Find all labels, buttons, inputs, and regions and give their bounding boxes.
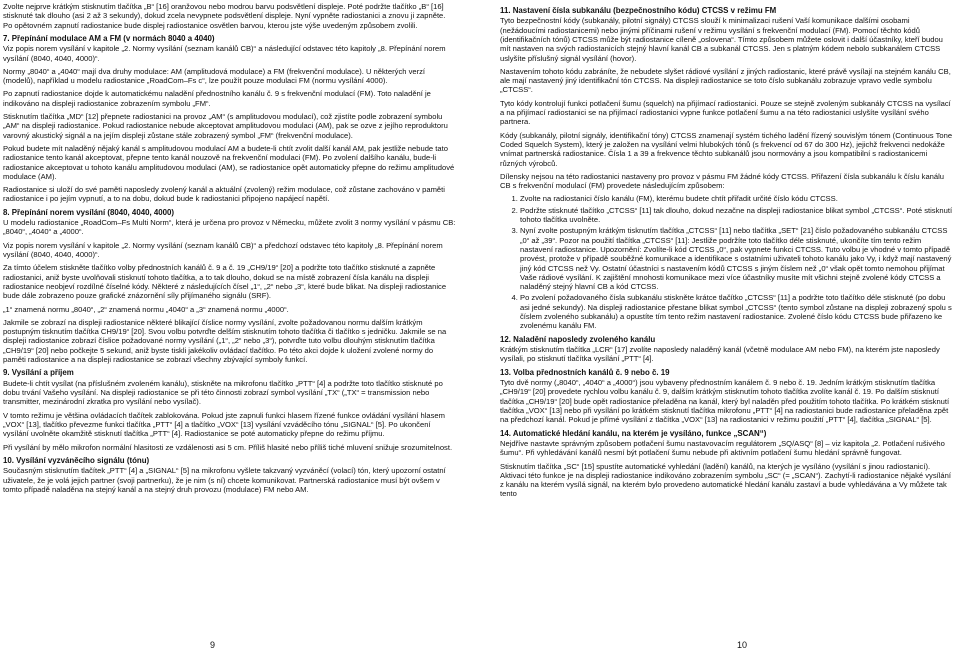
paragraph: Nastavením tohoto kódu zabráníte, že nebudete slyšet rádiové vysílání z jiných radiostanic, které právě vysílají na stejném kanálu CB, ale mají nastavený jiný identifikační tón CTCSS. Na displeji radiostanice se toto číslo subkanálu zobrazuje vpravo vedle symbolu „CTCSS“. [500,66,951,95]
paragraph: Za tímto účelem stiskněte tlačítko volby přednostních kanálů č. 9 a č. 19 „CH9/19“ [20] a podržte toto tlačítko stisknuté a zapněte radiostanici, aniž byste uvolňovali stisknutí tohoto tlačítka, a to tak dlouho, dokud se na místě zobrazení čísla kanálu na displeji radiostanice neobjeví rozdílné číselné kódy. Některé z následujících čísel „1“, „2“ nebo „3“, které bude blikat. Na displeji radiostanice bude dále zobrazeno pouze grafické znázornění síly přijímaného signálu (SRF). [3,263,447,301]
paragraph: Stisknutím tlačítka „MD“ [12] přepnete radiostanici na provoz „AM“ (s amplitudovou modulací), což zjistíte podle zobrazení symbolu „AM“ na displeji radiostanice. Pokud radiostanice nebude akceptovat amplitudovou modulaci (AM), pak se ozve z jejího reproduktoru varovný akustický signál a na jejím displeji zůstane stále zobrazený symbol „FM“ (frekvenční modulace). [3,112,448,140]
paragraph: Tyto bezpečnostní kódy (subkanály, pilotní signály) CTCSS slouží k minimalizaci rušení Vaší komunikace dalšími osobami (nežádoucími radiostanicemi) nebo jinými příčinami rušení v režimu vysílání s frekvenční modulací (FM). Pomocí těchto kódů (identifikačních tónů) CTCSS může být radiostanice cíleně „oslovena“. Tímto způsobem můžete oslovit i další účastníky, kteří budou mít nastaven na svých radiostanicích stejný hlavní kanál CB a subkanál CTCSS. Jen s platným kódem nebolo subkanálem CTCSS uslyšíte příslušný signál vysílání (hovor). [500,16,943,63]
paragraph: Dílensky nejsou na této radiostanici nastaveny pro provoz v pásmu FM žádné kódy CTCSS. Přiřazení čísla subkanálu k číslu kanálu CB s frekvenční modulací (FM) provedete následujícím způsobem: [500,171,945,191]
paragraph: Tyto kódy kontrolují funkci potlačení šumu (squelch) na přijímací radiostanici. Pouze se stejně zvoleným subkanály CTCSS na vysílací a na přijímací radiostanici se na přijímací radiostanici vypne funkce potlačení šumu a na této radiostanici uslyšíte vysílání svého partnera. [500,98,951,127]
right-column [500,2,953,503]
left-column [3,2,456,498]
section-heading-7: 7. Přepínání modulace AM a FM (v normách 8040 a 4040) [3,33,215,43]
section-heading-11: 11. Nastavení čísla subkanálu (bezpečnostního kódu) CTCSS v režimu FM [500,6,777,15]
paragraph: Viz popis norem vysílání v kapitole „2. Normy vysílání (seznam kanálů CB)“ a předchozí odstavec této kapitoly „8. Přepínání norem vysílání (8040, 4040, 4000)“. [3,240,443,260]
steps-list [500,194,953,330]
paragraph: Jakmile se zobrazí na displeji radiostanice některé blikající číslice normy vysílání, zvolte požadovanou normu dalším krátkým postupným tisknutím tlačítka CH9/19“ [20]. Svou volbu potvrďte delším stisknutím tohoto tlačítka či tlačítko s jedničku. Jakmile se na displeji radiostanice zobrazí číslice požadované normy vysílání („1“, „2“ nebo „3“), potvrďte tuto volbu dlouhým stisknutím tlačítka „CH9/19“ [20] nebo počkejte 5 sekund, aniž byste tiskli jakékoliv ovládací tlačítko. Po této akci dojde k uložení zvolené normy do paměti radiostanice a na displeji radiostanice se zobrazí všechny zbývající symboly funkcí. [3,317,447,365]
page-number-left: 9 [210,640,216,650]
paragraph: Normy „8040“ a „4040“ mají dva druhy modulace: AM (amplitudová modulace) a FM (frekvenční modulace). U některých verzí (modelů), například u modelu radiostanice „RoadCom–Fs c“, lze použít pouze modulaci FM (normu vysílání 4000). [3,66,426,86]
list-item: 3. Nyní zvolte postupným krátkým tisknutím tlačítka „CTCSS“ [11] nebo tlačítka „SET“ [21] číslo požadovaného subkanálu CTCSS „0“ až „39“. Pozor na použití tlačítka „CTCSS“ [11]: Jestliže podržíte toto tlačítko déle stisknuté, ukončíte tím tento režim nastavení radiostanice. Upozornění: Zvolíte-li kód CTCSS „0“, pak vypnete funkci CTCSS. Tuto volbu je vhodné v tomto případě provést, protože v případě souběžné komunikace a identifikace s ostatními uživateli tohoto kanálu jako Vy, i když mají nastavený jiný kód CTCSS než Vy. Ostatní účastníci s nastavením kódů CTCSS s jiným číslem než „0“ však opět tomto nemohou přijímat Vaše rádiové vysílání. K zajištění mnohosti komunikace mezi více účastníky musíte mít všichni stejně zvolené kódy CTCSS a naladěný stejný hlavní CB a kód CTCSS. [520,226,953,291]
paragraph: Při vysílání by mělo mikrofon normální hlasitosti ze vzdálenosti asi 5 cm. Příliš hlasité nebo příliš tiché mluvení snižuje srozumitelnost. [3,442,453,452]
section-heading-9: 9. Vysílání a příjem [3,368,74,378]
section-heading-13: 13. Volba přednostních kanálů č. 9 nebo č. 19 [500,367,670,377]
page-number-right: 10 [737,640,748,650]
list-item: 2. Podržte stisknuté tlačítko „CTCSS“ [11] tak dlouho, dokud nezačne na displeji radiostanice blikat symbol „CTCSS“. Poté stisknutí tohoto tlačítka uvolněte. [520,206,953,225]
paragraph: „1“ znamená normu „8040“, „2“ znamená normu „4040“ a „3“ znamená normu „4000“. [3,304,289,314]
paragraph: Nejdříve nastavte správným způsobem potlačení šumu nastavovacím regulátorem „SQ/ASQ“ [8] – viz kapitola „2. Potlačení rušivého šumu“. Při vyhledávání kanálů nesmí být potlačení šumu nebude při aktivním potlačení šumu hledání správně fungovat. [500,438,945,458]
paragraph: Viz popis norem vysílání v kapitole „2. Normy vysílání (seznam kanálů CB)“ a následující odstavec této kapitoly „8. Přepínání norem vysílání (8040, 4040, 4000)“. [3,44,446,63]
paragraph: Pokud budete mít naladěný nějaký kanál s amplitudovou modulací AM a budete-li chtít zvolit další kanál AM, pak jestliže nebude tato radiostanice tento kanál akceptovat, přepne tento kanál nouzově na frekvenční modulaci (FM). Po zvolení dalšího kanálu, bude-li radiostanice akceptovat u tohoto kanálu amplitudovou modulaci (AM), se radiostanice opět automaticky přepne do režimu amplitudové modulace (AM). [3,143,455,181]
paragraph: Budete-li chtít vysílat (na příslušném zvoleném kanálu), stiskněte na mikrofonu tlačítko „PTT“ [4] a podržte toto tlačítko stisknuté po dobu trvání Vašeho vysílání. Na displeji radiostanice se při této činnosti zobrazí symbol vysílání „TX“ („TX“ = transmission nebo transmitter, mezinárodní zkratka pro vysílání nebo vysílač). [3,378,443,407]
section-heading-8: 8. Přepínání norem vysílání (8040, 4040, 4000) [3,207,175,217]
paragraph: Současným stisknutím tlačítek „PTT“ [4] a „SIGNAL“ [5] na mikrofonu vyšlete takzvaný vyzváněcí (volací) tón, který upozorní ostatní uživatele, že je volá jejich partner (svoji partnerku), že je nim (s ní) chcete komunikovat. Partnerská radiostanice musí být ovšem v tomto případě naladěna na stejný kanál a na stejný druh provozu (modulace) FM nebo AM. [3,466,446,494]
paragraph: Stisknutím tlačítka „SC“ [15] spustíte automatické vyhledání (ladění) kanálů, na kterých je vysíláno (vysílání s jinou radiostanicí). Aktivaci této funkce je na displeji radiostanice indikováno zobrazením symbolu „SC“ (= „SCAN“). Zachytí-li radiostanice nějaké vysílání z kanálu na kterém vysílá signál, na kterém bylo provedeno automatické hledání kanálu zastaví a bude vyhledávána a Vy můžete tak tento [500,461,951,499]
paragraph: Radiostanice si uloží do své paměti naposledy zvolený kanál a aktuální (zvolený) režim modulace, což zůstane zachováno v paměti radiostanice i po jejím vypnutí, a to na dobu, dokud bude k radiostanici připojeno napájecí napětí. [3,185,445,204]
section-heading-12: 12. Naladění naposledy zvoleného kanálu [500,334,656,344]
paragraph: V tomto režimu je většina ovládacích tlačítek zablokována. Pokud jste zapnuli funkci hlasem řízené funkce ovládání vysílání hlasem „VOX“ [13], tlačítko převezme funkci tlačítka „PTT“ [4] a tlačítko „VOX“ [13] vysílání vzváděcího tónu „SIGNAL“ [5]. Po ukončení vysílání uvolněte okamžitě stisknutí tlačítka „PTT“ [4]. Radiostanice se poté automaticky přepne do režimu příjmu. [3,410,445,439]
list-item: 4. Po zvolení požadovaného čísla subkanálu stiskněte krátce tlačítko „CTCSS“ [11] a podržte toto tlačítko déle stisknuté (po dobu asi jedné sekundy). Na displeji radiostanice přestane blikat symbol „CTCSS“ (tento symbol zůstane na displeji zobrazený spolu s číslem zvoleného subkanálu) a opustíte tím tento režim nastavení radiostanice. Zvolené číslo kódu CTCSS bude přiřazeno ke zvolenému kanálu FM. [520,293,953,330]
list-item: 1. Zvolte na radiostanici číslo kanálu (FM), kterému budete chtít přiřadit určité číslo kódu CTCSS. [520,194,953,203]
section-heading-14: 14. Automatické hledání kanálu, na kterém je vysíláno, funkce „SCAN“) [500,428,767,438]
paragraph: Tyto dvě normy („8040“, „4040“ a „4000“) jsou vybaveny přednostním kanálem č. 9 nebo č. 19. Jedním krátkým stisknutím tlačítka „CH9/19“ [20] provedete rychlou volbu kanálu č. 9, dalším krátkým stisknutím tohoto tlačítka zvolíte kanál č. 19. Po dalším stisknutí tlačítka „CH9/19“ [20] bude opět radiostanice přeladěna na kanál, který byl naladěn před použitím tohoto tlačítka. Po krátkém stisknutí tlačítka „VOX“ [13] nebo při vysílání po krátkém stisknutí tlačítka mikrofonu „PTT“ [4] na radiostanici bude radiostanice přeladěna zpět na předchozí kanál. Pokud je přímé vysílání z tlačítka „VOX“ [13] na radiostanici v režimu použití „PTT“ [4], tlačítka „SIGNAL“ [5]. [500,378,950,425]
paragraph: Krátkým stisknutím tlačítka „LCR“ [17] zvolíte naposledy naladěný kanál (včetně modulace AM nebo FM), na kterém jste naposledy vysílali, po stisknutí tlačítka vysílání „PTT“ [4]. [500,345,940,364]
paragraph: Po zapnutí radiostanice dojde k automatickému naladění přednostního kanálu č. 9 s frekvenční modulací (FM). Toto naladění je indikováno na displeji radiostanice zobrazením symbolu „FM“. [3,89,431,108]
paragraph: Kódy (subkanály, pilotní signály, identifikační tóny) CTCSS znamenají systém tichého ladění řízený souvislým tónem (Continuous Tone Coded Squelch System), který je založen na vysílání velmi hlubokých tónů (s frekvencí od 67 do 300 Hz), jejichž frekvenci nedokáže vnímat partnerská radiostanice. Čísla 1 a 39 a frekvence těchto subkanálů jsou normovány a jsou kompatibilní s radiostanicemi různých výrobců. [500,130,953,168]
paragraph: U modelu radiostanice „RoadCom–Fs Multi Norm“, která je určena pro provoz v Německu, můžete zvolit 3 normy vysílání v pásmu CB: „8040“, „4040“ a „4000“. [3,218,456,237]
section-heading-10: 10. Vysílání vyzváněcího signálu (tónu) [3,455,150,465]
paragraph: Zvolte nejprve krátkým stisknutím tlačítka „B“ [16] oranžovou nebo modrou barvu podsvětlení displeje. Poté podržte tlačítko „B“ [16] stisknuté tak dlouho (asi 2 až 3 sekundy), dokud zcela nevypnete podsvětlení displeje. Nyní vypněte radiostanici a znovu ji zapněte. Po opětovném zapnutí radiostanice bude displej radiostanice osvětlen barvou, kterou jste výše uvedeným způsobem zvolili. [3,2,446,30]
